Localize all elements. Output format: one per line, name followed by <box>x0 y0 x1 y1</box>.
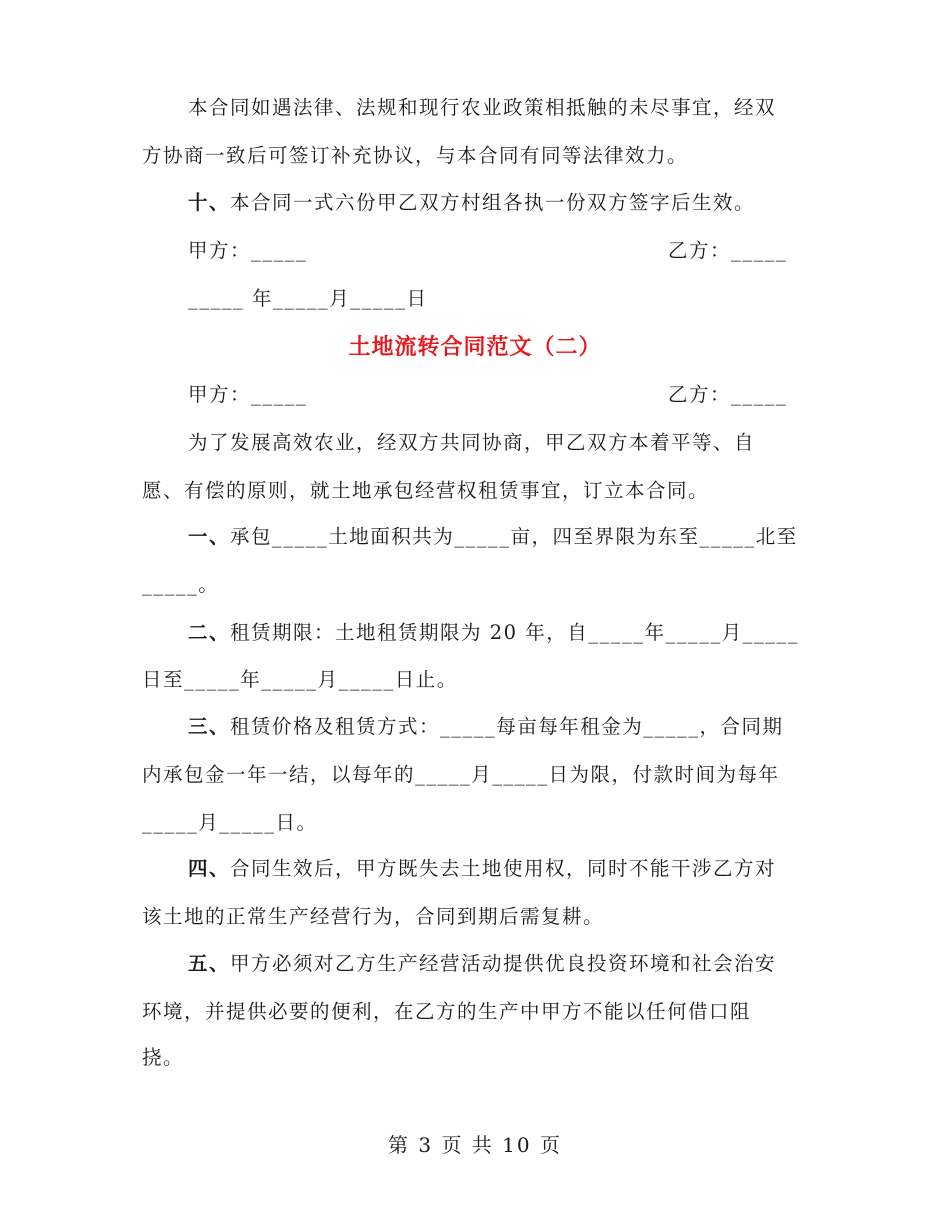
clause-four <box>188 856 776 882</box>
clause-text: 租赁价格及租赁方式：_____每亩每年租金为_____，合同期 <box>230 715 784 738</box>
party-a-field: 甲方：_____ <box>188 383 308 406</box>
clause-text: 内承包金一年一结，以每年的_____月_____日为限，付款时间为每年 <box>142 763 780 786</box>
party-b-field: 乙方：_____ <box>668 383 788 406</box>
clause-text: 甲方必须对乙方生产经营活动提供优良投资环境和社会治安 <box>230 952 777 975</box>
clause-text: _____。 <box>142 573 220 596</box>
clause-text: 日至_____年_____月_____日止。 <box>142 668 458 691</box>
clause-text: 承包_____土地面积共为_____亩，四至界限为东至_____北至 <box>230 525 798 548</box>
clause-text: _____月_____日。 <box>142 811 318 834</box>
clause-ten <box>188 190 755 216</box>
party-a-signature: 甲方：_____ <box>188 239 308 262</box>
document-title: 土地流转合同范文（二） <box>348 335 602 360</box>
party-b-signature: 乙方：_____ <box>668 239 788 262</box>
clause-three <box>188 714 784 740</box>
clause-five <box>188 951 776 977</box>
clause-text: 环境，并提供必要的便利，在乙方的生产中甲方不能以任何借口阻 <box>142 1000 752 1023</box>
clause-text: 本合同一式六份甲乙双方村组各执一份双方签字后生效。 <box>230 191 756 214</box>
clause-marker: 四、 <box>188 857 231 880</box>
clause-marker: 一、 <box>188 525 231 548</box>
clause-marker: 二、 <box>188 621 231 644</box>
clause-text: 挠。 <box>142 1046 185 1069</box>
page-number: 第 3 页 共 10 页 <box>388 1133 562 1157</box>
paragraph-line: 本合同如遇法律、法规和现行农业政策相抵触的未尽事宜，经双 <box>188 96 777 119</box>
clause-text: 合同生效后，甲方既失去土地使用权，同时不能干涉乙方对 <box>230 857 777 880</box>
clause-two <box>188 620 799 646</box>
date-line: _____ 年_____月_____日 <box>188 287 428 310</box>
intro-line: 为了发展高效农业，经双方共同协商，甲乙双方本着平等、自 <box>188 431 756 454</box>
clause-marker: 三、 <box>188 715 231 738</box>
clause-text: 该土地的正常生产经营行为，合同到期后需复耕。 <box>142 905 605 928</box>
paragraph-line: 方协商一致后可签订补充协议，与本合同有同等法律效力。 <box>142 144 689 167</box>
clause-marker: 十、 <box>188 191 231 214</box>
clause-one <box>188 524 798 550</box>
clause-text: 租赁期限：土地租赁期限为 20 年，自_____年_____月_____ <box>230 621 799 644</box>
clause-marker: 五、 <box>188 952 231 975</box>
intro-line: 愿、有偿的原则，就土地承包经营权租赁事宜，订立本合同。 <box>142 479 710 502</box>
